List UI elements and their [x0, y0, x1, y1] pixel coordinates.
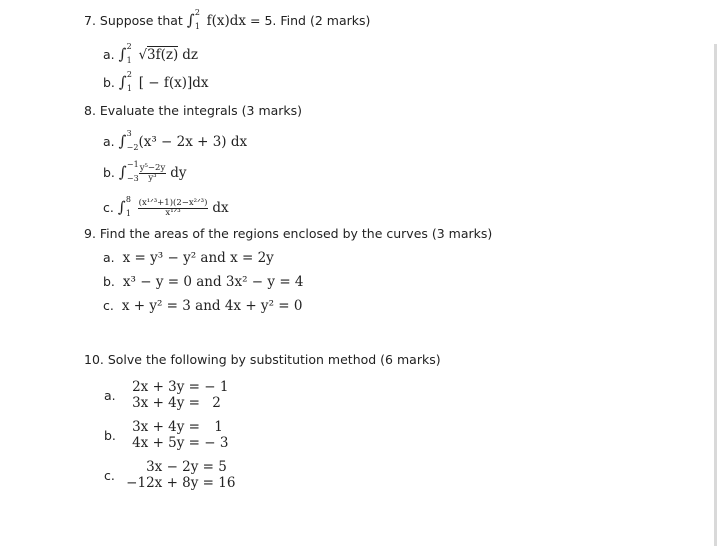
q10-title: 10. Solve the following by substitution method (6 marks) [84, 352, 441, 367]
q8-part-b [103, 160, 187, 183]
q8-part-a [103, 129, 248, 152]
integral-sign-icon: ∫ 2 1 [186, 8, 200, 31]
integral-sign-icon: ∫ 2 1 [118, 42, 132, 65]
q7-a-upper-limit: 2 [126, 42, 132, 51]
q10-a-r1-lhs: 2x + 3y = [132, 379, 200, 395]
q7-lower-limit: 1 [194, 22, 200, 31]
q8-b-numerator: y⁵−2y [139, 163, 166, 173]
q9-part-c [103, 298, 302, 314]
q9-c-label: c. [103, 298, 114, 313]
q7-statement [84, 8, 371, 31]
q10-c-r2-rhs: 16 [218, 475, 236, 491]
q10-c-label: c. [104, 468, 115, 483]
q10-b-row2 [118, 435, 229, 451]
sqrt-expression: √3f(z) [138, 47, 179, 63]
q10-b-r2-rhs: − 3 [204, 435, 229, 451]
q10-part-b [104, 419, 229, 451]
q7-b-lower-limit: 1 [126, 84, 132, 93]
q8-a-upper-limit: 3 [126, 129, 132, 138]
q10-b-r1-rhs: 1 [214, 419, 223, 435]
q10-a-label: a. [104, 388, 116, 403]
q7-a-label: a. [103, 47, 115, 62]
q10-a-row1 [118, 379, 229, 395]
q10-c-row2 [118, 475, 235, 491]
q7-prefix: 7. Suppose that [84, 13, 183, 28]
q10-c-r2-lhs: −12x + 8y = [126, 475, 214, 491]
q7-a-differential: dz [182, 47, 199, 63]
integral-sign-icon: ∫ −1 −3 [118, 160, 139, 183]
q7-b-upper-limit: 2 [126, 70, 132, 79]
q8-a-integrand: (x³ − 2x + 3) dx [138, 134, 248, 150]
q8-c-numerator: (x¹ᐟ³+1)(2−x²ᐟ³) [138, 198, 208, 208]
q10-b-r2-lhs: 4x + 5y = [132, 435, 200, 451]
q10-c-row1 [118, 459, 235, 475]
q10-c-r1-lhs: 3x − 2y = [146, 459, 214, 475]
integral-sign-icon: ∫ 3 −2 [118, 129, 139, 152]
q8-b-lower-limit: −3 [126, 174, 139, 183]
q8-b-denominator: y³ [148, 173, 157, 183]
q10-b-label: b. [104, 428, 116, 443]
integral-sign-icon: ∫ 2 1 [118, 70, 132, 93]
q9-part-a [103, 250, 274, 266]
q10-a-r2-rhs: 2 [212, 395, 221, 411]
q8-part-c [103, 195, 229, 218]
integral-sign-icon: ∫ 8 1 [117, 195, 131, 218]
q7-part-b [103, 70, 209, 93]
q8-b-fraction [139, 164, 167, 183]
q10-a-r2-lhs: 3x + 4y = [132, 395, 200, 411]
q8-c-lower-limit: 1 [125, 209, 131, 218]
q9-part-b [103, 274, 304, 290]
q9-a-expression: x = y³ − y² and x = 2y [122, 250, 274, 266]
q8-a-lower-limit: −2 [126, 143, 139, 152]
q7-b-integrand: [ − f(x)]dx [138, 75, 209, 91]
q9-title: 9. Find the areas of the regions enclosed by the curves (3 marks) [84, 226, 493, 241]
q8-b-upper-limit: −1 [126, 160, 139, 169]
q10-c-r1-rhs: 5 [218, 459, 227, 475]
q7-part-a [103, 42, 199, 65]
q8-b-differential: dy [170, 165, 187, 181]
q9-b-expression: x³ − y = 0 and 3x² − y = 4 [122, 274, 304, 290]
q10-a-r1-rhs: − 1 [204, 379, 229, 395]
q9-a-label: a. [103, 250, 115, 265]
q7-suffix: = 5. Find (2 marks) [250, 13, 371, 28]
q7-integrand: f(x)dx [206, 13, 247, 29]
q8-c-label: c. [103, 200, 114, 215]
q7-b-label: b. [103, 75, 115, 90]
q9-b-label: b. [103, 274, 115, 289]
q8-c-fraction [138, 199, 209, 218]
q8-title: 8. Evaluate the integrals (3 marks) [84, 103, 303, 118]
q7-a-lower-limit: 1 [126, 56, 132, 65]
q10-b-row1 [118, 419, 229, 435]
q8-b-label: b. [103, 165, 115, 180]
q10-part-a [104, 379, 229, 411]
q9-c-expression: x + y² = 3 and 4x + y² = 0 [121, 298, 303, 314]
q7-a-sqrt-body: 3f(z) [147, 47, 179, 63]
q10-a-row2 [118, 395, 229, 411]
q8-a-label: a. [103, 134, 115, 149]
q8-c-upper-limit: 8 [125, 195, 131, 204]
q8-c-denominator: x¹ᐟ³ [165, 208, 181, 218]
q7-upper-limit: 2 [194, 8, 200, 17]
q10-part-c [104, 459, 236, 491]
q8-c-differential: dx [212, 200, 229, 216]
q10-b-r1-lhs: 3x + 4y = [132, 419, 200, 435]
